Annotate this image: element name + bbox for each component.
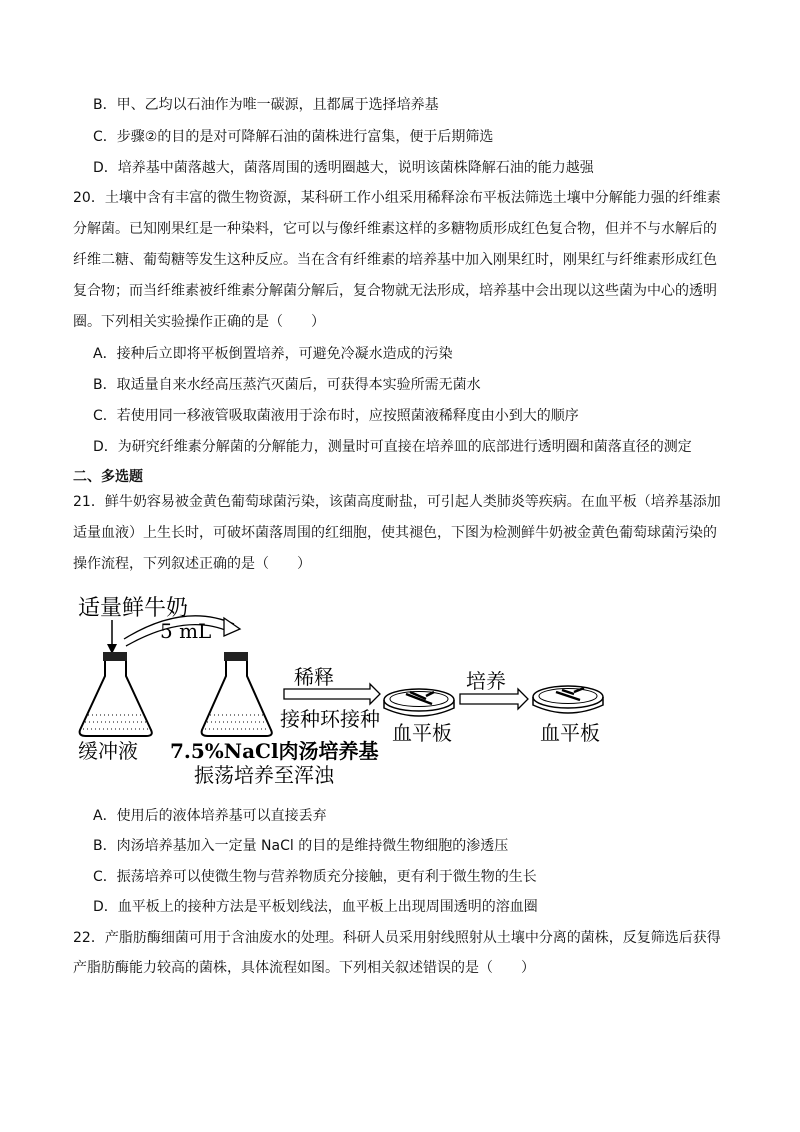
flask2-sublabel: 振荡培养至浑浊 [194,763,334,784]
q20-stem-line: 分解菌。已知刚果红是一种染料，它可以与像纤维素这样的多糖物质形成红色复合物，但并不与水解后的 [73,221,717,237]
down-arrow-icon [107,620,117,654]
q22-stem-line: 22．产脂肪酶细菌可用于含油废水的处理。科研人员采用射线照射从土壤中分离的菌株，反复筛选后获得 [73,930,721,946]
q20-stem-line: 圈。下列相关实验操作正确的是（ ） [73,314,325,330]
q21-option-a [93,806,327,826]
option-text: 培养基中菌落越大，菌落周围的透明圈越大，说明该菌株降解石油的能力越强 [117,160,594,176]
option-label: B． [93,838,117,854]
milk-label: 适量鲜牛奶 [78,596,189,621]
option-label: B． [93,377,117,393]
volume-label: 5 mL [160,619,212,643]
q19-option-d [93,158,594,178]
q19-option-c [93,127,493,147]
q21-option-d [93,897,538,917]
option-label: C． [93,869,117,885]
option-label: A． [93,346,117,362]
q21-stem-line: 适量血液）上生长时，可破坏菌落周围的红细胞，使其褪色，下图为检测鲜牛奶被金黄色葡萄球菌污染的 [73,525,717,541]
option-label: A． [93,808,117,824]
flask-icon [80,652,152,736]
culture-label: 培养 [466,669,506,693]
q20-stem-line: 20．土壤中含有丰富的微生物资源，某科研工作小组采用稀释涂布平板法筛选土壤中分解能力强的纤维素 [73,190,721,206]
option-text: 甲、乙均以石油作为唯一碳源，且都属于选择培养基 [116,97,439,113]
plate1-label: 血平板 [392,721,452,745]
inoculate-label: 接种环接种 [280,707,380,731]
option-label: C． [93,129,117,145]
option-label: D． [93,160,118,176]
q20-option-b [93,375,481,395]
q22-stem-line: 产脂肪酶能力较高的菌株，具体流程如图。下列相关叙述错误的是（ ） [73,960,535,976]
q20-stem-line: 复合物；而当纤维素被纤维素分解菌分解后，复合物就无法形成，培养基中会出现以这些菌为中心的透明 [73,283,717,299]
petri-dish-icon [384,689,454,716]
option-text: 步骤②的目的是对可降解石油的菌株进行富集，便于后期筛选 [116,129,494,145]
plate2-label: 血平板 [540,721,600,745]
q21-flow-figure [74,584,614,784]
option-text: 接种后立即将平板倒置培养，可避免冷凝水造成的污染 [116,346,453,362]
option-text: 使用后的液体培养基可以直接丢弃 [116,808,327,824]
option-text: 取适量自来水经高压蒸汽灭菌后，可获得本实验所需无菌水 [116,377,481,393]
q20-option-c [93,406,579,426]
option-text: 若使用同一移液管吸取菌液用于涂布时，应按照菌液稀释度由小到大的顺序 [116,408,579,424]
dilute-label: 稀释 [294,665,334,689]
q20-option-a [93,344,453,364]
option-label: D． [93,439,118,455]
option-text: 振荡培养可以使微生物与营养物质充分接触，更有利于微生物的生长 [116,869,537,885]
q20-option-d [93,437,692,457]
flask1-label: 缓冲液 [78,739,138,763]
option-label: D． [93,899,118,915]
flask2-label: 7.5%NaCl肉汤培养基 [170,739,379,763]
option-label: C． [93,408,117,424]
petri-dish-icon [533,686,603,713]
section-title: 二、多选题 [73,469,143,485]
q21-option-c [93,867,537,887]
option-text: 血平板上的接种方法是平板划线法，血平板上出现周围透明的溶血圈 [117,899,538,915]
q19-option-b [93,95,439,115]
option-text: 肉汤培养基加入一定量 NaCl 的目的是维持微生物细胞的渗透压 [116,838,509,854]
flask-icon [202,652,272,736]
q21-stem-line: 21．鲜牛奶容易被金黄色葡萄球菌污染，该菌高度耐盐，可引起人类肺炎等疾病。在血平板（培养基添加 [73,494,721,510]
q21-option-b [93,836,508,856]
q21-stem-line: 操作流程，下列叙述正确的是（ ） [73,556,311,572]
option-label: B． [93,97,117,113]
option-text: 为研究纤维素分解菌的分解能力，测量时可直接在培养皿的底部进行透明圈和菌落直径的测定 [117,439,692,455]
q20-stem-line: 纤维二糖、葡萄糖等发生这种反应。当在含有纤维素的培养基中加入刚果红时，刚果红与纤维素形成红色 [73,252,717,268]
